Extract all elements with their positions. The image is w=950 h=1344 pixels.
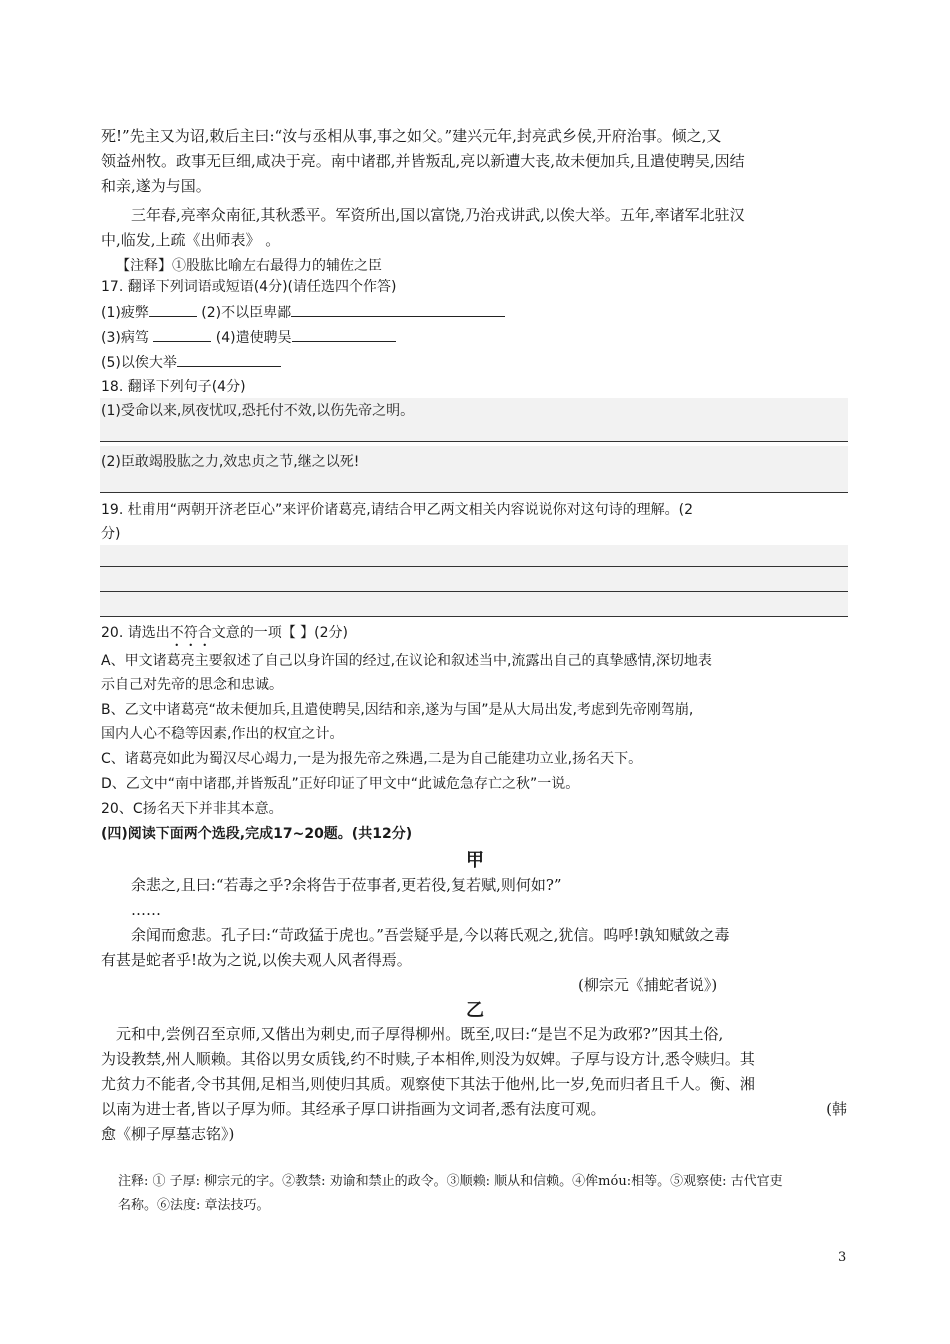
footnote-line: 注释: ① 子厚: 柳宗元的字。②教禁: 劝谕和禁止的政令。③顺赖: 顺从和信赖。④侔móu:相等。⑤观察使: 古代官吏: [118, 1174, 783, 1189]
passage-line: 中,临发,上疏《出师表》 。: [101, 231, 281, 249]
jia-paragraph-cont: 有甚是蛇者乎!故为之说,以俟夫观人风者得焉。: [101, 951, 412, 969]
answer-line[interactable]: [100, 616, 848, 617]
yi-line: 尤贫力不能者,令书其佣,足相当,则使归其质。观察使下其法于他州,比一岁,免而归者且千人。衡、湘: [101, 1075, 755, 1093]
q19-text: 19. 杜甫用“两朝开济老臣心”来评价诸葛亮,请结合甲乙两文相关内容说说你对这句诗的理解。(2: [101, 502, 694, 518]
passage-line: 三年春,亮率众南征,其秋悉平。军资所出,国以富饶,乃治戎讲武,以俟大举。五年,率诸军北驻汉: [131, 206, 745, 224]
jia-paragraph: 余悲之,且曰:“若毒之乎?余将告于莅事者,更若役,复若赋,则何如?”: [131, 876, 562, 894]
answer-line[interactable]: [100, 591, 848, 592]
answer-blank[interactable]: [149, 300, 197, 317]
page-number: 3: [838, 1250, 847, 1265]
yi-source: 愈《柳子厚墓志铭》): [101, 1125, 235, 1143]
emphasis-char: 不: [169, 625, 184, 641]
q20-answer: 20、C扬名天下并非其本意。: [101, 801, 283, 817]
passage-line: 死!”先主又为诏,敕后主曰:“汝与丞相从事,事之如父。”建兴元年,封亮武乡侯,开府治事。倾之,又: [101, 127, 722, 145]
q18-sentence1: (1)受命以来,夙夜忧叹,恐托付不效,以伤先帝之明。: [101, 403, 415, 419]
answer-blank[interactable]: [177, 350, 281, 367]
emphasis-char: 符: [183, 625, 198, 641]
yi-line: 元和中,尝例召至京师,又偕出为刺史,而子厚得柳州。既至,叹曰:“是岂不足为政邪?”因其土俗,: [116, 1025, 724, 1043]
q20-option-b-cont: 国内人心不稳等因素,作出的权宜之计。: [101, 726, 344, 742]
answer-blank[interactable]: [291, 300, 505, 317]
q17-item3: (3)病笃: [101, 330, 149, 346]
q17-item1: (1)疲弊: [101, 305, 149, 321]
answer-blank[interactable]: [153, 325, 211, 342]
yi-source-start: (韩: [826, 1100, 847, 1118]
q18-sentence2: (2)臣敢竭股肱之力,效忠贞之节,继之以死!: [101, 454, 360, 470]
answer-line[interactable]: [100, 492, 848, 493]
q17-row2: [101, 325, 847, 350]
yi-line: [101, 1097, 847, 1121]
q20-option-d: D、乙文中“南中诸郡,并皆叛乱”正好印证了甲文中“此诚危急存亡之秋”一说。: [101, 776, 580, 792]
q20-option-a-cont: 示自己对先帝的思念和忠诚。: [101, 677, 283, 693]
footnote-line: 名称。⑥法度: 章法技巧。: [118, 1198, 270, 1213]
emphasis-char: 合: [197, 625, 212, 641]
q19-text-cont: 分): [101, 526, 121, 542]
passage-jia-label: 甲: [466, 850, 484, 871]
section-heading: (四)阅读下面两个选段,完成17~20题。(共12分): [101, 826, 413, 842]
q17-title: 17. 翻译下列词语或短语(4分)(请任选四个作答): [101, 279, 397, 295]
jia-source: (柳宗元《捕蛇者说》): [578, 976, 718, 994]
jia-paragraph: 余闻而愈悲。孔子曰:“苛政猛于虎也。”吾尝疑乎是,今以蒋氏观之,犹信。呜呼!孰知赋敛之毒: [131, 926, 730, 944]
q17-item4: (4)遣使聘吴: [215, 330, 292, 346]
answer-line[interactable]: [100, 566, 848, 567]
q20-title: [101, 621, 847, 645]
q18-title: 18. 翻译下列句子(4分): [101, 379, 246, 395]
q20-option-a: A、甲文诸葛亮主要叙述了自己以身许国的经过,在议论和叙述当中,流露出自己的真挚感情,深切地表: [101, 653, 712, 669]
answer-blank[interactable]: [292, 325, 396, 342]
q20-title-post: 文意的一项【 】(2分): [211, 625, 348, 641]
yi-line: 为设教禁,州人顺赖。其俗以男女质钱,约不时赎,子本相侔,则没为奴婢。子厚与设方计,悉令赎归。其: [101, 1050, 755, 1068]
q20-title-pre: 20. 请选出: [101, 625, 170, 641]
passage-yi-label: 乙: [466, 1000, 484, 1021]
q20-option-c: C、诸葛亮如此为蜀汉尽心竭力,一是为报先帝之殊遇,二是为自己能建功立业,扬名天下。: [101, 751, 643, 767]
passage-line: 领益州牧。政事无巨细,咸决于亮。南中诸郡,并皆叛乱,亮以新遭大丧,故未便加兵,且遣使聘吴,因结: [101, 152, 745, 170]
q17-row1: [101, 300, 847, 325]
q17-item5: (5)以俟大举: [101, 355, 177, 371]
q17-item2: (2)不以臣卑鄙: [201, 305, 292, 321]
jia-ellipsis: ……: [131, 901, 161, 919]
q20-option-b: B、乙文中诸葛亮“故未便加兵,且遣使聘吴,因结和亲,遂为与国”是从大局出发,考虑到先帝刚驾崩,: [101, 702, 694, 718]
q17-row3: [101, 350, 847, 375]
passage-note: 【注释】①股肱比喻左右最得力的辅佐之臣: [116, 258, 382, 274]
answer-line[interactable]: [100, 441, 848, 442]
passage-line: 和亲,遂为与国。: [101, 177, 211, 195]
yi-line-text: 以南为进士者,皆以子厚为师。其经承子厚口讲指画为文词者,悉有法度可观。: [101, 1100, 606, 1118]
answer-area-shade: [100, 545, 848, 617]
